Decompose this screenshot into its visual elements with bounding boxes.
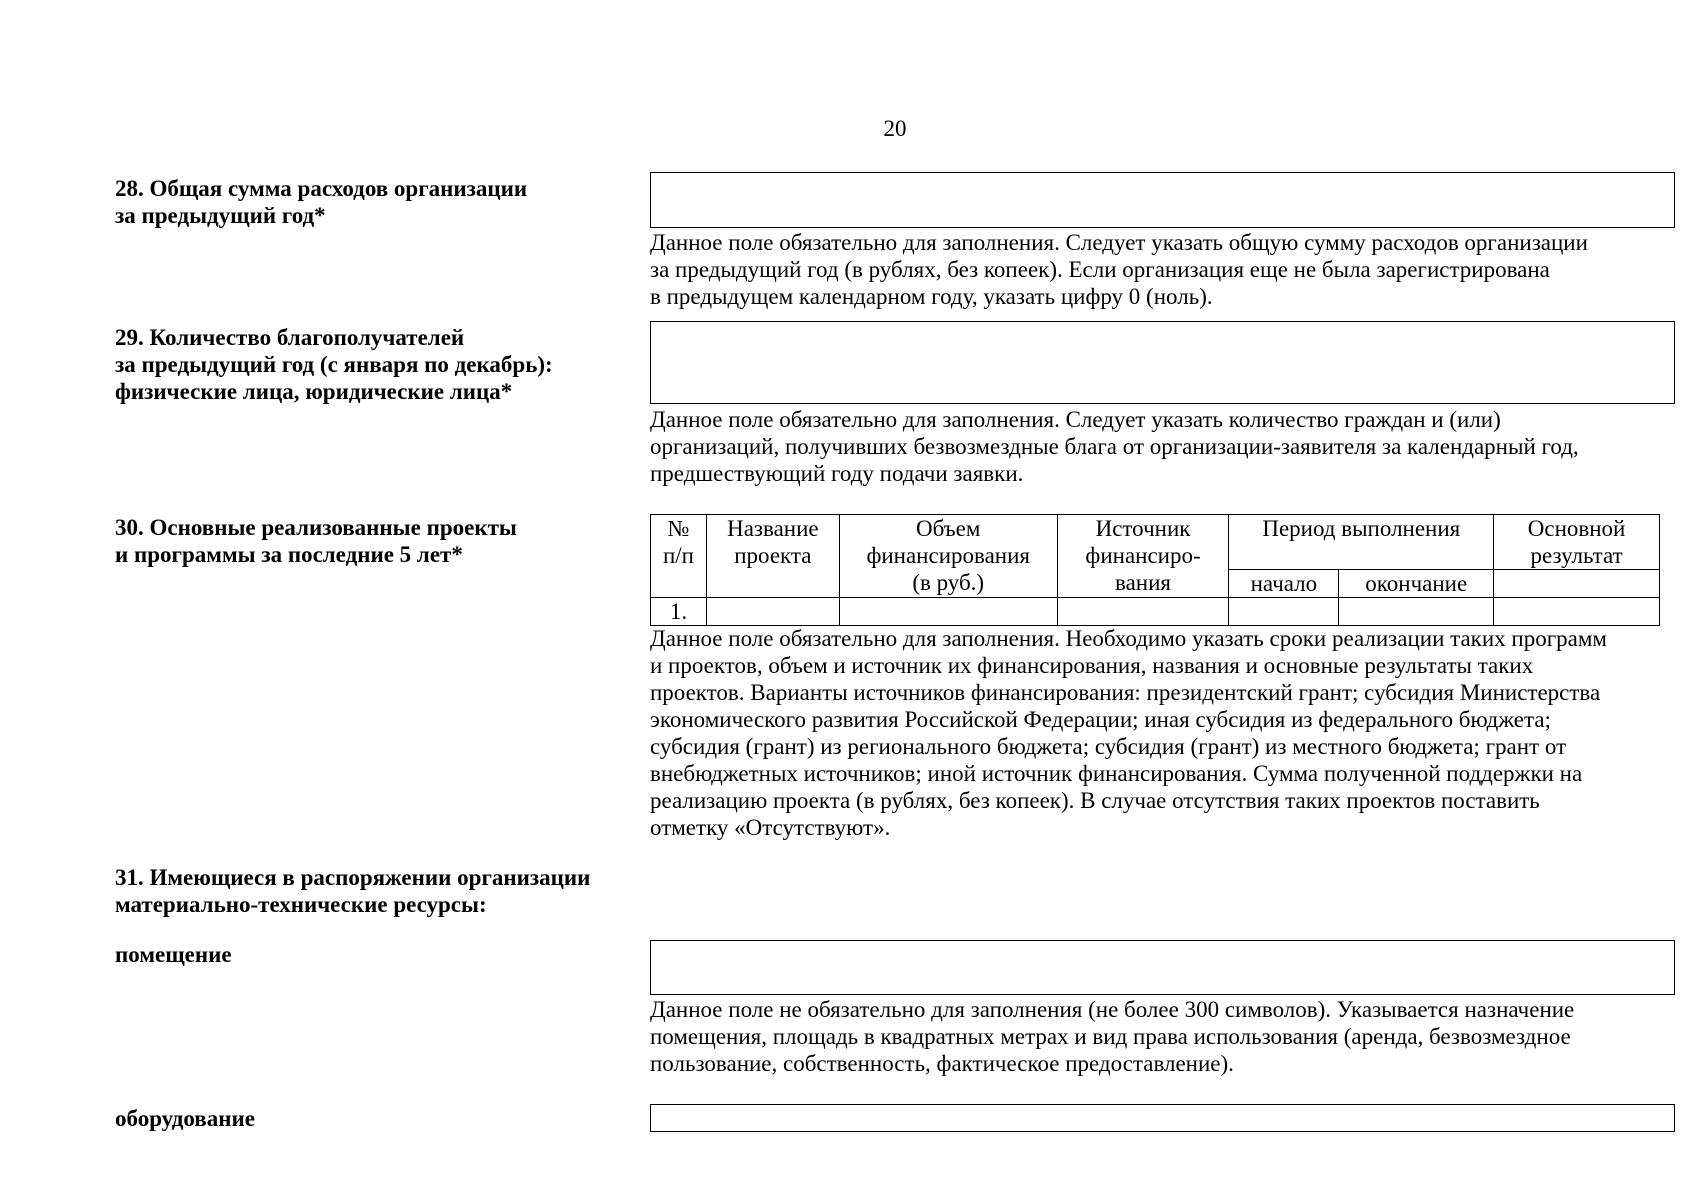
header-line: Источник bbox=[1095, 516, 1191, 541]
cell-funding-volume[interactable] bbox=[839, 598, 1057, 626]
header-number bbox=[651, 515, 707, 598]
hint-line: пользование, собственность, фактическое предоставление). bbox=[650, 1051, 1234, 1076]
label-line: 29. Количество благополучателей bbox=[115, 325, 465, 350]
hint-line: помещения, площадь в квадратных метрах и вид права использования (аренда, безвозмездное bbox=[650, 1024, 1571, 1049]
label-line: за предыдущий год* bbox=[115, 203, 326, 228]
hint-line: Данное поле не обязательно для заполнения (не более 300 символов). Указывается назначение bbox=[650, 997, 1575, 1022]
hint-line: проектов. Варианты источников финансирования: президентский грант; субсидия Министерства bbox=[650, 680, 1601, 705]
cell-start[interactable] bbox=[1229, 598, 1339, 626]
hint-line: Данное поле обязательно для заполнения. Следует указать общую сумму расходов организации bbox=[650, 230, 1588, 255]
header-funding-volume bbox=[839, 515, 1057, 598]
section-28-hint bbox=[650, 229, 1690, 310]
hint-line: и проектов, объем и источник их финансирования, названия и основные результаты таких bbox=[650, 653, 1534, 678]
header-line: Объем bbox=[916, 516, 981, 541]
equipment-label: оборудование bbox=[115, 1106, 255, 1131]
cell-project-name[interactable] bbox=[706, 598, 839, 626]
section-29-label bbox=[115, 324, 553, 405]
hint-line: Данное поле обязательно для заполнения. Следует указать количество граждан и (или) bbox=[650, 407, 1501, 432]
total-expenses-field[interactable] bbox=[650, 172, 1675, 228]
cell-end[interactable] bbox=[1339, 598, 1494, 626]
section-28-label bbox=[115, 175, 527, 229]
section-29-hint bbox=[650, 406, 1690, 487]
header-funding-source bbox=[1057, 515, 1229, 598]
premises-label: помещение bbox=[115, 942, 232, 967]
hint-line: в предыдущем календарном году, указать цифру 0 (ноль). bbox=[650, 284, 1213, 309]
header-line: результат bbox=[1530, 543, 1623, 568]
cell-funding-source[interactable] bbox=[1057, 598, 1229, 626]
label-line: за предыдущий год (с января по декабрь): bbox=[115, 352, 553, 377]
label-line: 30. Основные реализованные проекты bbox=[115, 515, 517, 540]
hint-line: экономического развития Российской Федерации; иная субсидия из федерального бюджета; bbox=[650, 707, 1551, 732]
header-line: проекта bbox=[734, 543, 812, 568]
header-result-blank bbox=[1494, 570, 1660, 598]
header-start: начало bbox=[1229, 570, 1339, 598]
label-line: 28. Общая сумма расходов организации bbox=[115, 176, 528, 201]
hint-line: внебюджетных источников; иной источник финансирования. Сумма полученной поддержки на bbox=[650, 761, 1583, 786]
label-line: 31. Имеющиеся в распоряжении организации bbox=[115, 865, 591, 890]
header-project-name bbox=[706, 515, 839, 598]
premises-field[interactable] bbox=[650, 940, 1675, 995]
header-period: Период выполнения bbox=[1229, 515, 1494, 570]
header-line: Основной bbox=[1527, 516, 1626, 541]
page-number: 20 bbox=[883, 116, 907, 141]
section-31-label bbox=[115, 864, 590, 918]
hint-line: за предыдущий год (в рублях, без копеек). Если организация еще не была зарегистрирована bbox=[650, 257, 1550, 282]
hint-line: отметку «Отсутствуют». bbox=[650, 815, 891, 840]
header-end: окончание bbox=[1339, 570, 1494, 598]
hint-line: организаций, получивших безвозмездные блага от организации-заявителя за календарный год, bbox=[650, 434, 1579, 459]
header-main-result bbox=[1494, 515, 1660, 570]
header-line: Название bbox=[727, 516, 819, 541]
section-30-label bbox=[115, 514, 517, 568]
hint-line: субсидия (грант) из регионального бюджета; субсидия (грант) из местного бюджета; грант от bbox=[650, 734, 1567, 759]
hint-line: реализацию проекта (в рублях, без копеек). В случае отсутствия таких проектов поставить bbox=[650, 788, 1540, 813]
label-line: и программы за последние 5 лет* bbox=[115, 542, 463, 567]
section-30-hint bbox=[650, 625, 1690, 841]
row-number: 1. bbox=[651, 598, 707, 626]
header-line: вания bbox=[1115, 570, 1172, 595]
header-line: № bbox=[667, 516, 690, 541]
header-line: финансиро- bbox=[1085, 543, 1201, 568]
beneficiaries-field[interactable] bbox=[650, 321, 1675, 404]
header-line: п/п bbox=[662, 543, 694, 568]
label-line: физические лица, юридические лица* bbox=[115, 379, 513, 404]
projects-table bbox=[650, 514, 1660, 626]
equipment-field[interactable] bbox=[650, 1104, 1675, 1132]
premises-hint bbox=[650, 996, 1690, 1077]
header-line: (в руб.) bbox=[912, 570, 985, 595]
header-line: финансирования bbox=[866, 543, 1030, 568]
hint-line: предшествующий году подачи заявки. bbox=[650, 461, 1024, 486]
label-line: материально-технические ресурсы: bbox=[115, 892, 487, 917]
cell-result[interactable] bbox=[1494, 598, 1660, 626]
hint-line: Данное поле обязательно для заполнения. Необходимо указать сроки реализации таких программ bbox=[650, 626, 1607, 651]
